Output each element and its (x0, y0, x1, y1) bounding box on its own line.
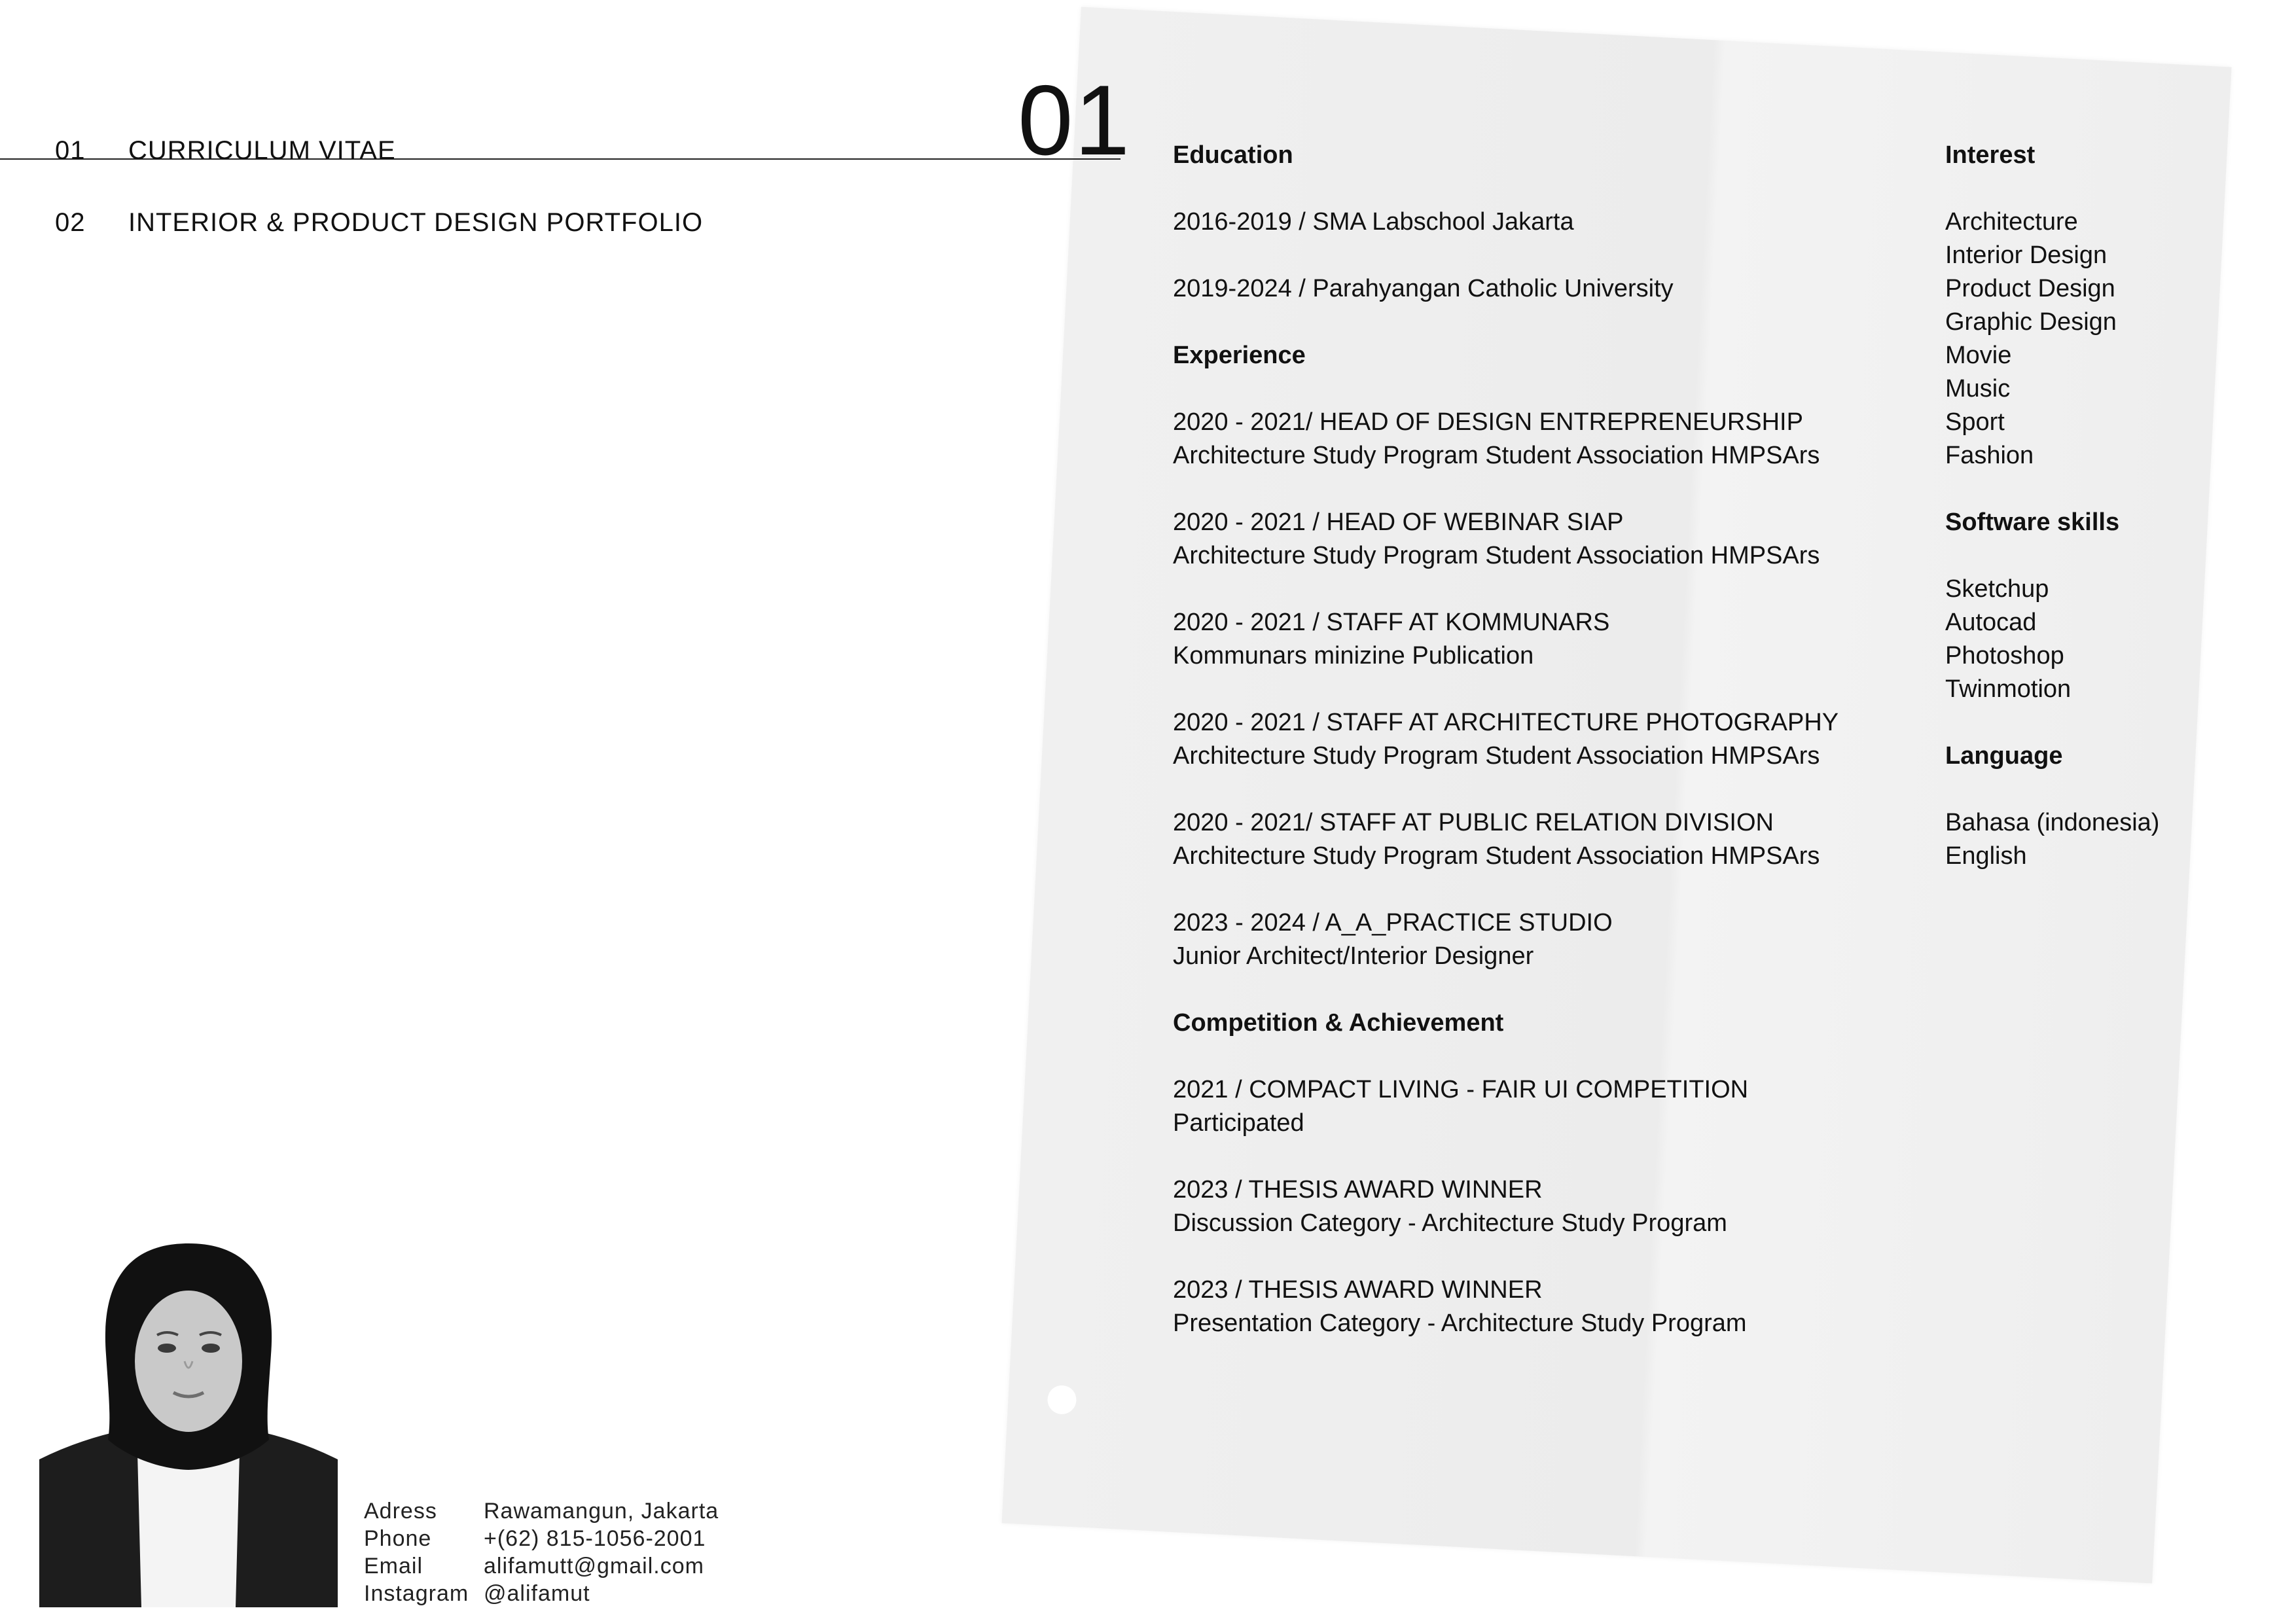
nav-item-number: 01 (55, 136, 86, 165)
interest-item: Music (1945, 375, 2011, 402)
contact-phone-row (364, 1525, 719, 1552)
contact-label: Email (364, 1554, 423, 1578)
software-item: Photoshop (1945, 642, 2064, 669)
experience-org: Architecture Study Program Student Association HMPSArs (1173, 842, 1820, 870)
experience-title: 2020 - 2021 / STAFF AT KOMMUNARS (1173, 609, 1610, 636)
competition-title: 2021 / COMPACT LIVING - FAIR UI COMPETITION (1173, 1076, 1749, 1103)
interest-heading: Interest (1945, 141, 2036, 169)
interest-item: Product Design (1945, 275, 2115, 302)
interest-item: Interior Design (1945, 241, 2108, 269)
contact-address-row (364, 1497, 719, 1525)
experience-org: Architecture Study Program Student Association HMPSArs (1173, 542, 1820, 569)
cv-side-column (1945, 139, 2159, 873)
contact-instagram-row (364, 1580, 719, 1607)
interest-item: Sport (1945, 408, 2005, 436)
competition-title: 2023 / THESIS AWARD WINNER (1173, 1176, 1543, 1204)
contact-info (364, 1497, 719, 1607)
software-item: Sketchup (1945, 575, 2049, 603)
experience-org: Architecture Study Program Student Association HMPSArs (1173, 742, 1820, 770)
profile-photo (39, 1243, 338, 1607)
experience-title: 2020 - 2021/ HEAD OF DESIGN ENTREPRENEURSHIP (1173, 408, 1803, 436)
competition-detail: Presentation Category - Architecture Study Program (1173, 1310, 1747, 1337)
competition-detail: Participated (1173, 1109, 1304, 1137)
competition-detail: Discussion Category - Architecture Study Program (1173, 1209, 1727, 1237)
interest-item: Movie (1945, 342, 2012, 369)
experience-heading: Experience (1173, 342, 1306, 369)
software-item: Autocad (1945, 609, 2037, 636)
education-item: 2019-2024 / Parahyangan Catholic University (1173, 275, 1674, 302)
education-item: 2016-2019 / SMA Labschool Jakarta (1173, 208, 1574, 236)
language-heading: Language (1945, 742, 2063, 770)
contact-value[interactable]: +(62) 815-1056-2001 (484, 1526, 706, 1551)
experience-org: Architecture Study Program Student Association HMPSArs (1173, 442, 1820, 469)
page-number: 01 (1018, 65, 1132, 176)
interest-item: Fashion (1945, 442, 2034, 469)
contact-value[interactable]: @alifamut (484, 1581, 590, 1606)
contact-value[interactable]: alifamutt@gmail.com (484, 1554, 704, 1578)
nav-item-number: 02 (55, 208, 86, 237)
contact-email-row (364, 1552, 719, 1580)
nav-item-label: CURRICULUM VITAE (128, 136, 396, 165)
experience-title: 2020 - 2021 / HEAD OF WEBINAR SIAP (1173, 508, 1624, 536)
language-item: Bahasa (indonesia) (1945, 809, 2160, 836)
experience-org: Junior Architect/Interior Designer (1173, 942, 1534, 970)
contact-value: Rawamangun, Jakarta (484, 1499, 719, 1524)
experience-title: 2023 - 2024 / A_A_PRACTICE STUDIO (1173, 909, 1613, 936)
software-heading: Software skills (1945, 508, 2120, 536)
paper-punch-hole (1047, 1385, 1077, 1415)
contact-label: Instagram (364, 1581, 469, 1606)
nav-item-curriculum-vitae[interactable] (55, 136, 396, 166)
nav-item-label: INTERIOR & PRODUCT DESIGN PORTFOLIO (128, 208, 704, 237)
experience-org: Kommunars minizine Publication (1173, 642, 1534, 669)
interest-item: Architecture (1945, 208, 2078, 236)
competition-heading: Competition & Achievement (1173, 1009, 1504, 1037)
competition-title: 2023 / THESIS AWARD WINNER (1173, 1276, 1543, 1304)
contact-label: Phone (364, 1526, 432, 1551)
language-item: English (1945, 842, 2027, 870)
education-heading: Education (1173, 141, 1293, 169)
contact-label: Adress (364, 1499, 437, 1524)
nav-item-portfolio[interactable] (55, 208, 703, 238)
experience-title: 2020 - 2021 / STAFF AT ARCHITECTURE PHOTOGRAPHY (1173, 709, 1839, 736)
experience-title: 2020 - 2021/ STAFF AT PUBLIC RELATION DIVISION (1173, 809, 1774, 836)
interest-item: Graphic Design (1945, 308, 2117, 336)
software-item: Twinmotion (1945, 675, 2072, 703)
cv-main-column (1173, 139, 1839, 1340)
